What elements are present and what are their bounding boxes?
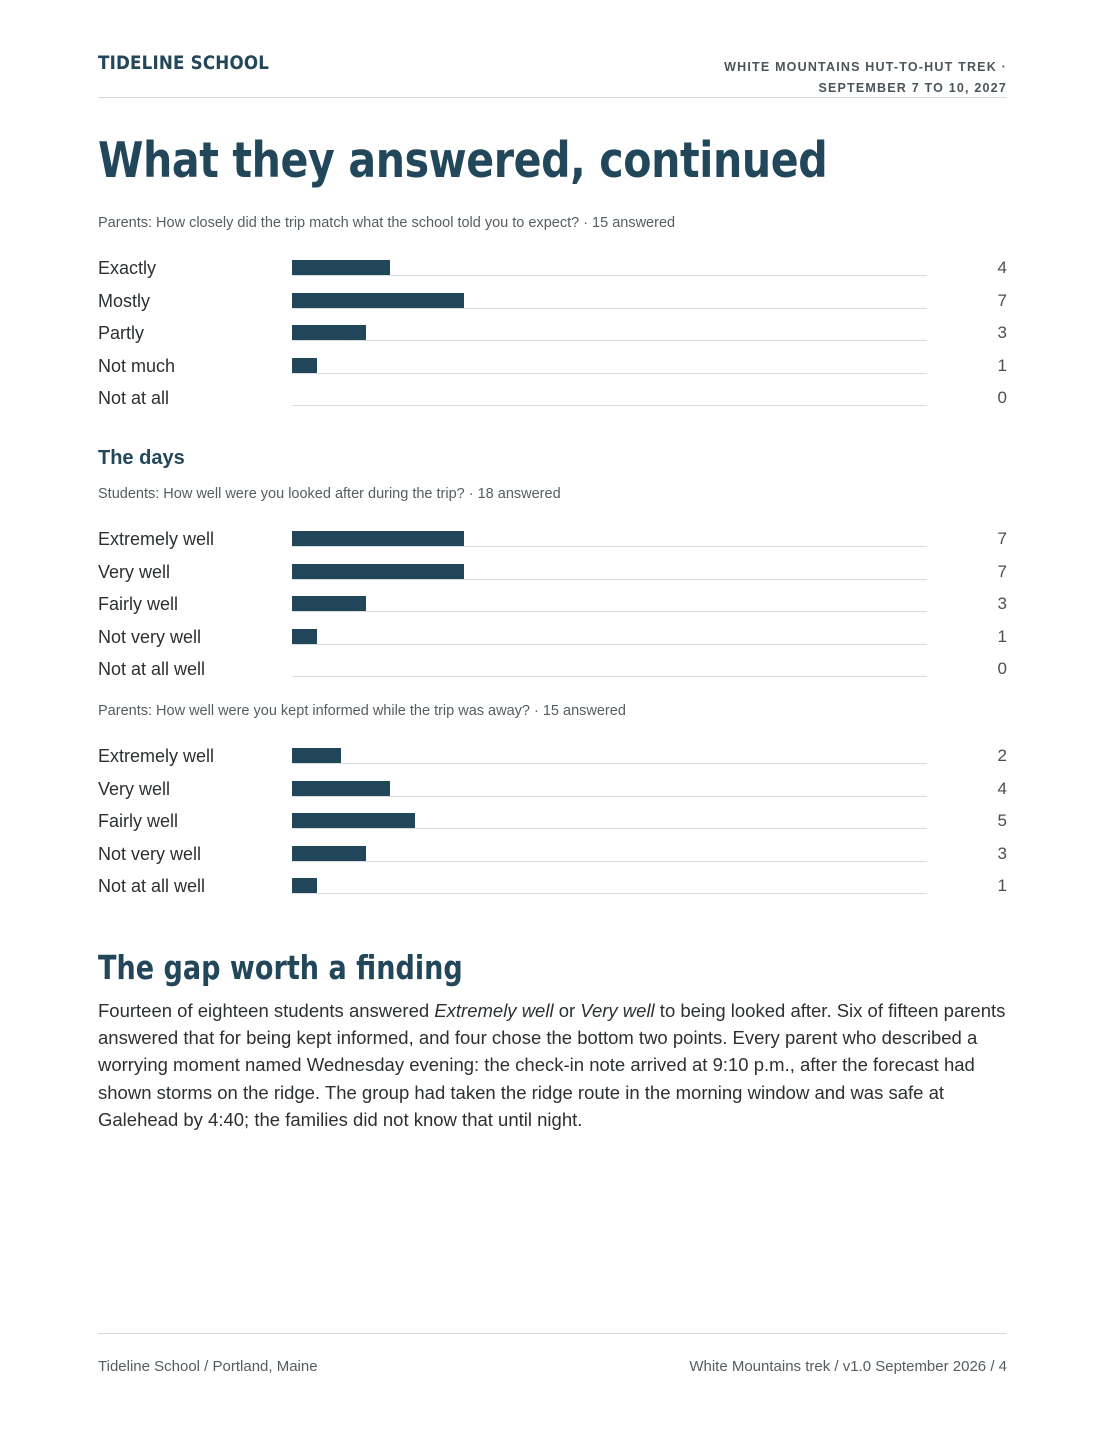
bar-track	[292, 579, 927, 580]
page-footer	[98, 1333, 1007, 1375]
bar-track	[292, 405, 927, 406]
chart-row	[98, 840, 1007, 873]
row-label: Fairly well	[98, 594, 179, 614]
bar-track	[292, 893, 927, 894]
trip-info	[724, 57, 1007, 99]
bar-track	[292, 340, 927, 341]
chart-row	[98, 558, 1007, 591]
bar-track	[292, 828, 927, 829]
bar	[292, 748, 341, 763]
chart-row	[98, 807, 1007, 840]
bar	[292, 358, 317, 373]
row-label: Not much	[98, 355, 176, 376]
row-label: Not very well	[98, 626, 202, 647]
row-count: 7	[997, 561, 1007, 581]
bar-track	[292, 373, 927, 374]
footer-document: White Mountains trek / v1.0 September 2026 / 4	[689, 1358, 1007, 1375]
bar	[292, 813, 415, 828]
footer-school: Tideline School / Portland, Maine	[98, 1358, 318, 1375]
row-label: Extremely well	[98, 529, 215, 549]
row-label: Fairly well	[98, 811, 179, 831]
row-count: 1	[997, 355, 1007, 375]
bar	[292, 260, 390, 275]
bar	[292, 629, 317, 644]
bar	[292, 293, 464, 308]
finding-emphasis-very-well: Very well	[580, 1000, 655, 1021]
row-count: 0	[997, 659, 1007, 678]
finding-text-rest: to being looked after. Six of fifteen parents answered that for being kept informed, and four chose the bottom two points. Every parent who described a worrying moment named Wednesday evening: the check-in note arrived at 9:10 p.m., after the forecast had shown storms on the ridge. The group had taken the ridge route in the morning window and was safe at Galehead by 4:40; the families did not know that until night.	[98, 1000, 1006, 1130]
bar	[292, 846, 366, 861]
chart-row	[98, 319, 1007, 352]
bar	[292, 596, 366, 611]
chart-row	[98, 775, 1007, 808]
row-label: Exactly	[98, 258, 157, 278]
chart-question: Parents: How closely did the trip match what the school told you to expect? · 15 answered	[98, 215, 676, 231]
chart-row	[98, 525, 1007, 558]
chart-row	[98, 655, 1007, 688]
chart-row	[98, 872, 1007, 905]
bar-track	[292, 546, 927, 547]
bar-chart-expectations	[98, 254, 1007, 417]
trip-dates: SEPTEMBER 7 TO 10, 2027	[818, 81, 1007, 95]
bar-track	[292, 676, 927, 677]
row-count: 1	[997, 876, 1007, 895]
page-header	[98, 52, 1007, 98]
row-label: Very well	[98, 778, 171, 799]
row-count: 5	[997, 811, 1007, 830]
bar	[292, 878, 317, 893]
row-count: 7	[997, 290, 1007, 310]
row-count: 1	[997, 626, 1007, 646]
bar-track	[292, 763, 927, 764]
bar	[292, 781, 390, 796]
bar-track	[292, 861, 927, 862]
row-label: Mostly	[98, 290, 151, 311]
bar-track	[292, 611, 927, 612]
section-heading-days: The days	[98, 447, 185, 469]
chart-row	[98, 254, 1007, 287]
row-count: 3	[997, 843, 1007, 863]
bar-chart-kept-informed	[98, 742, 1007, 905]
row-count: 2	[997, 746, 1007, 765]
row-label: Not very well	[98, 843, 202, 864]
finding-heading: The gap worth a finding	[98, 948, 463, 987]
finding-text-or: or	[553, 1000, 581, 1021]
chart-question: Students: How well were you looked after during the trip? · 18 answered	[98, 486, 561, 502]
chart-row	[98, 352, 1007, 385]
row-count: 4	[997, 778, 1007, 798]
row-label: Not at all well	[98, 659, 206, 679]
bar-chart-looked-after	[98, 525, 1007, 688]
report-page	[98, 0, 1007, 1430]
school-brand: TIDELINE SCHOOL	[98, 52, 270, 74]
chart-row	[98, 384, 1007, 417]
row-label: Not at all well	[98, 876, 206, 896]
finding-text-start: Fourteen of eighteen students answered	[98, 1000, 435, 1021]
bar-track	[292, 644, 927, 645]
bar-track	[292, 275, 927, 276]
finding-paragraph	[98, 997, 1013, 1133]
row-count: 3	[997, 594, 1007, 613]
row-count: 0	[997, 388, 1007, 407]
page-title: What they answered, continued	[98, 132, 828, 189]
bar	[292, 564, 464, 579]
row-count: 3	[997, 323, 1007, 342]
row-label: Partly	[98, 323, 145, 343]
chart-question: Parents: How well were you kept informed while the trip was away? · 15 answered	[98, 703, 626, 719]
finding-emphasis-extremely-well: Extremely well	[434, 1000, 554, 1021]
row-count: 4	[997, 258, 1007, 277]
chart-row	[98, 590, 1007, 623]
bar	[292, 531, 464, 546]
bar-track	[292, 796, 927, 797]
chart-row	[98, 623, 1007, 656]
bar	[292, 325, 366, 340]
row-label: Very well	[98, 561, 171, 582]
bar-track	[292, 308, 927, 309]
row-label: Extremely well	[98, 746, 215, 766]
row-count: 7	[997, 529, 1007, 548]
chart-row	[98, 287, 1007, 320]
row-label: Not at all	[98, 388, 170, 408]
trip-name: WHITE MOUNTAINS HUT-TO-HUT TREK ·	[724, 60, 1007, 74]
chart-row	[98, 742, 1007, 775]
